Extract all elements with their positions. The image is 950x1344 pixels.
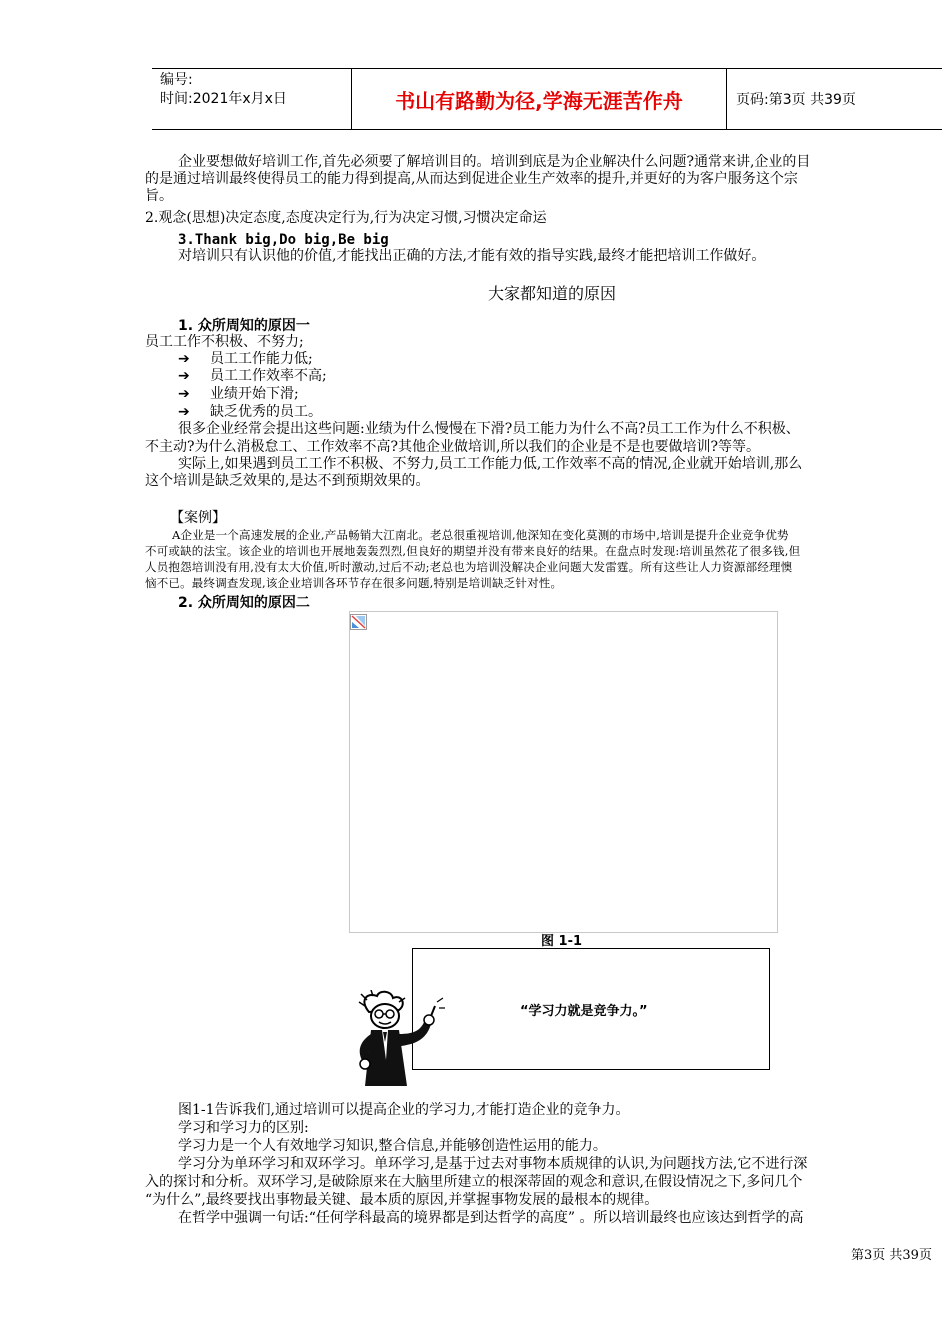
- list-item-2: 2.观念(思想)决定态度,态度决定行为,行为决定习惯,习惯决定命运: [145, 210, 547, 226]
- list-item: [178, 404, 950, 420]
- header-page-label: 页码:第3页 共39页: [736, 92, 856, 108]
- cartoon-lecturer-icon: [355, 990, 447, 1090]
- right-arrow-icon: ➔: [178, 368, 190, 384]
- bullet-text: 员工工作能力低;: [210, 351, 313, 367]
- paragraph-9: 在哲学中强调一句话:“任何学科最高的境界都是到达哲学的高度” 。所以培训最终也应该达到哲学的高: [178, 1210, 804, 1226]
- quote-text: “学习力就是竞争力。”: [520, 1004, 648, 1019]
- list-item: [178, 386, 950, 402]
- header-number-label: 编号:: [160, 72, 193, 88]
- bullet-text: 员工工作效率不高;: [210, 368, 327, 384]
- paragraph-1-line-1: 企业要想做好培训工作,首先必须要了解培训目的。培训到底是为企业解决什么问题?通常来讲,企业的目: [178, 154, 811, 170]
- paragraph-3-line-2: 不主动?为什么消极怠工、工作效率不高?其他企业做培训,所以我们的企业是不是也要做培训?等等。: [145, 439, 760, 455]
- case-line-1: A企业是一个高速发展的企业,产品畅销大江南北。老总很重视培训,他深知在变化莫测的市场中,培训是提升企业竞争优势: [172, 528, 789, 542]
- paragraph-1-line-3: 旨。: [145, 188, 173, 204]
- list-item-3: 3.Thank big,Do big,Be big: [178, 232, 389, 248]
- right-arrow-icon: ➔: [178, 386, 190, 402]
- paragraph-1-line-2: 的是通过培训最终使得员工的能力得到提高,从而达到促进企业生产效率的提升,并更好的为客户服务这个宗: [145, 171, 798, 187]
- page-header: [152, 68, 942, 130]
- bullet-text: 缺乏优秀的员工。: [210, 404, 322, 420]
- figure-image-frame: [349, 611, 778, 933]
- section-title: 大家都知道的原因: [488, 284, 617, 303]
- paragraph-8-line-2: 入的探讨和分析。双环学习,是破除原来在大脑里所建立的根深蒂固的观念和意识,在假设情况之下,多问几个: [145, 1174, 803, 1190]
- paragraph-8-line-1: 学习分为单环学习和双环学习。单环学习,是基于过去对事物本质规律的认识,为问题找方法,它不进行深: [178, 1156, 808, 1172]
- paragraph-2: 对培训只有认识他的价值,才能找出正确的方法,才能有效的指导实践,最终才能把培训工作做好。: [178, 248, 766, 264]
- paragraph-6: 学习和学习力的区别:: [178, 1120, 309, 1136]
- reason-1-heading: 1. 众所周知的原因一: [178, 318, 310, 334]
- case-line-4: 恼不已。最终调查发现,该企业培训各环节存在很多问题,特别是培训缺乏针对性。: [145, 576, 563, 590]
- page-footer: 第3页 共39页: [851, 1248, 932, 1263]
- header-motto: 书山有路勤为径,学海无涯苦作舟: [395, 88, 683, 113]
- case-line-2: 不可或缺的法宝。该企业的培训也开展地轰轰烈烈,但良好的期望并没有带来良好的结果。在盘点时发现:培训虽然花了很多钱,但: [145, 544, 801, 558]
- paragraph-5: 图1-1告诉我们,通过培训可以提高企业的学习力,才能打造企业的竞争力。: [178, 1102, 630, 1118]
- paragraph-7: 学习力是一个人有效地学习知识,整合信息,并能够创造性运用的能力。: [178, 1138, 607, 1154]
- header-divider-2: [726, 68, 727, 130]
- figure-caption: 图 1-1: [541, 934, 583, 949]
- reason-1-intro: 员工工作不积极、不努力;: [145, 334, 304, 350]
- broken-image-icon: [350, 614, 367, 630]
- list-item: [178, 351, 950, 367]
- paragraph-4-line-1: 实际上,如果遇到员工工作不积极、不努力,员工工作能力低,工作效率不高的情况,企业就开始培训,那么: [178, 456, 803, 472]
- bullet-text: 业绩开始下滑;: [210, 386, 299, 402]
- paragraph-4-line-2: 这个培训是缺乏效果的,是达不到预期效果的。: [145, 473, 430, 489]
- header-time-label: 时间:2021年x月x日: [160, 91, 287, 107]
- reason-2-heading: 2. 众所周知的原因二: [178, 595, 310, 611]
- right-arrow-icon: ➔: [178, 404, 190, 420]
- case-label: 【案例】: [170, 510, 226, 526]
- paragraph-8-line-3: “为什么”,最终要找出事物最关键、最本质的原因,并掌握事物发展的最根本的规律。: [145, 1192, 659, 1208]
- case-line-3: 人员抱怨培训没有用,没有太大价值,听时激动,过后不动;老总也为培训没解决企业问题大发雷霆。所有这些让人力资源部经理懊: [145, 560, 793, 574]
- header-left-cell: [160, 71, 287, 109]
- paragraph-3-line-1: 很多企业经常会提出这些问题:业绩为什么慢慢在下滑?员工能力为什么不高?员工工作为什么不积极、: [178, 421, 800, 437]
- right-arrow-icon: ➔: [178, 351, 190, 367]
- list-item: [178, 368, 950, 384]
